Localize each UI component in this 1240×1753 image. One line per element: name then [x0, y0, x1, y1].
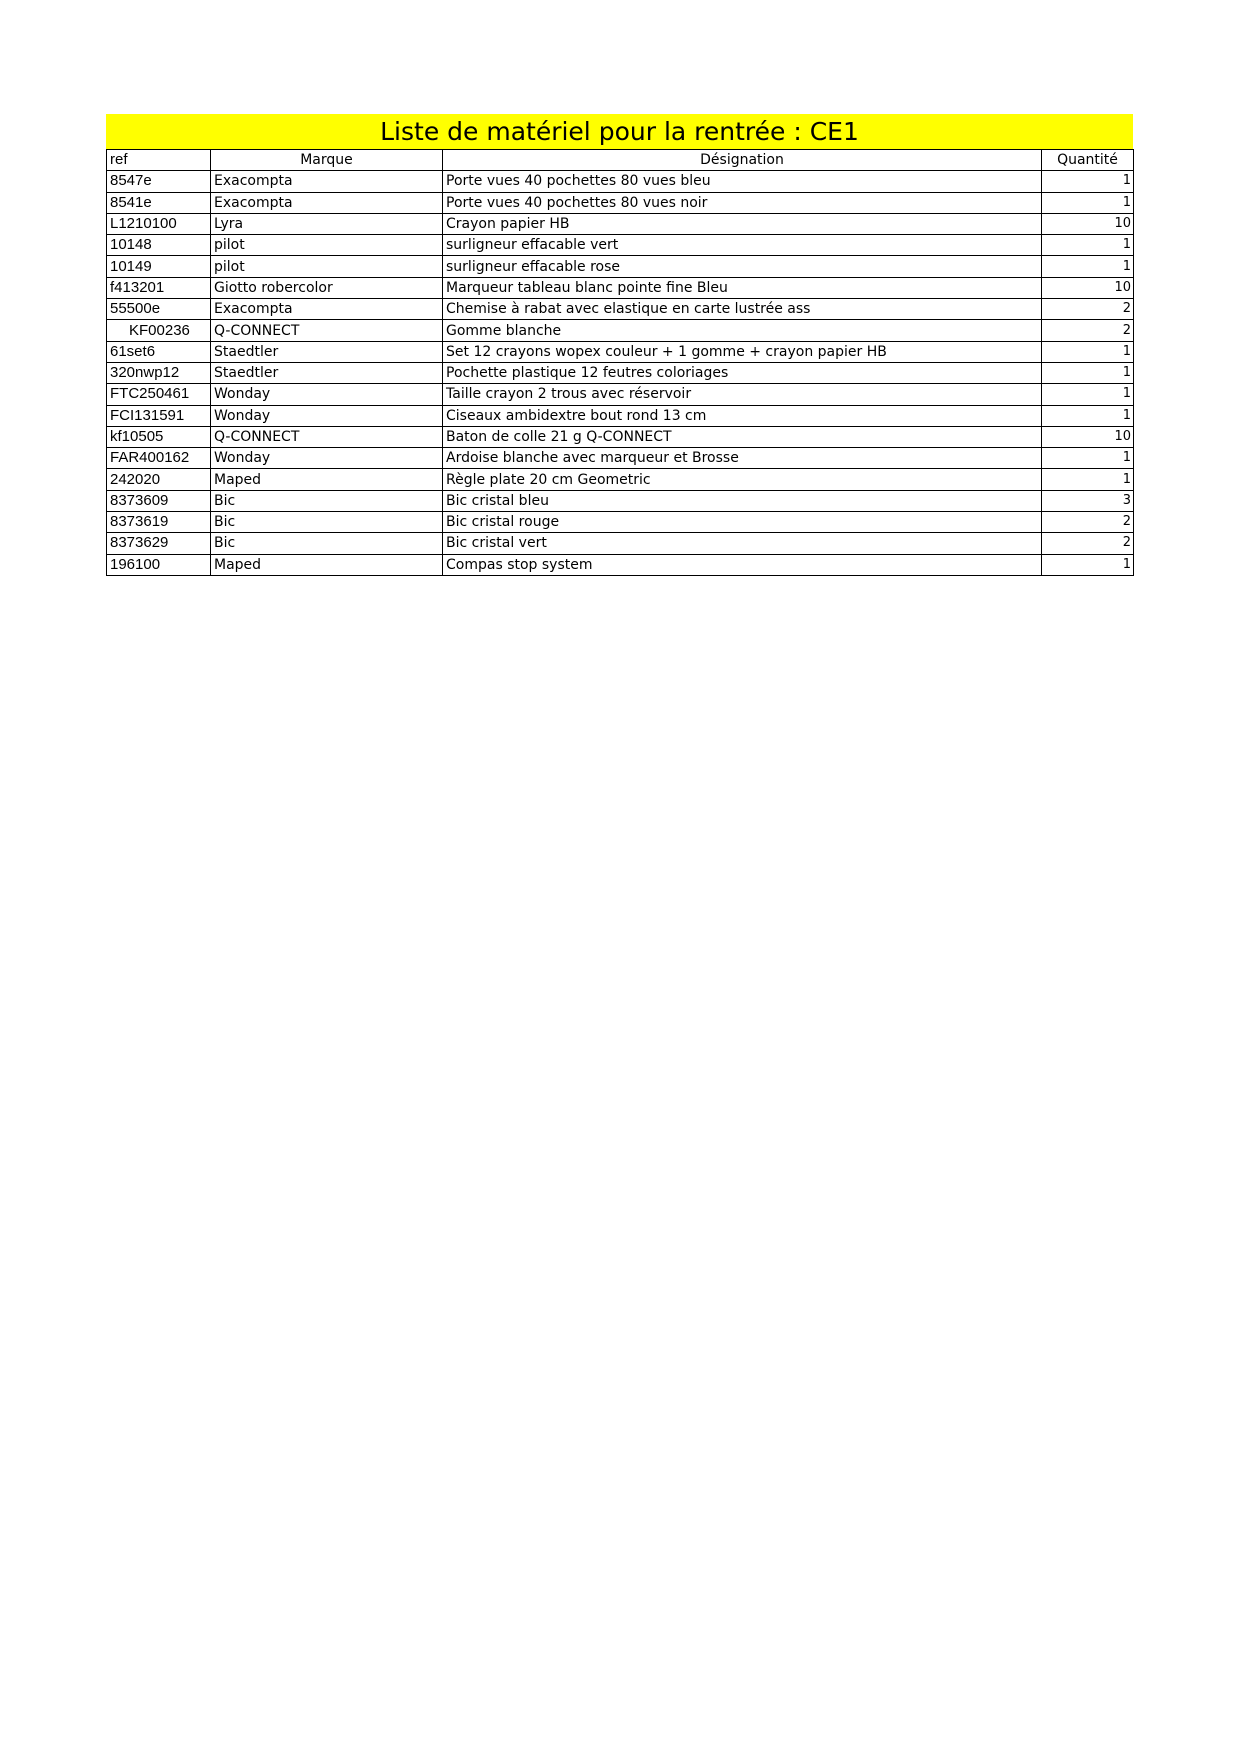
cell-brand: Wonday: [211, 405, 443, 426]
cell-designation: Porte vues 40 pochettes 80 vues noir: [443, 192, 1042, 213]
table-row: [107, 213, 1134, 234]
table-row: [107, 533, 1134, 554]
table-row: [107, 341, 1134, 362]
cell-ref: L1210100: [107, 213, 211, 234]
cell-quantity: 1: [1042, 469, 1134, 490]
table-row: [107, 362, 1134, 383]
cell-brand: Giotto robercolor: [211, 277, 443, 298]
cell-brand: Maped: [211, 554, 443, 575]
table-row: [107, 384, 1134, 405]
cell-quantity: 1: [1042, 405, 1134, 426]
cell-brand: Exacompta: [211, 192, 443, 213]
cell-quantity: 1: [1042, 362, 1134, 383]
cell-ref: 10149: [107, 256, 211, 277]
cell-brand: Staedtler: [211, 362, 443, 383]
cell-quantity: 1: [1042, 341, 1134, 362]
cell-quantity: 2: [1042, 533, 1134, 554]
cell-designation: surligneur effacable rose: [443, 256, 1042, 277]
cell-quantity: 1: [1042, 554, 1134, 575]
column-header-quantity: Quantité: [1042, 150, 1134, 171]
cell-designation: Règle plate 20 cm Geometric: [443, 469, 1042, 490]
table-row: [107, 469, 1134, 490]
cell-ref: FAR400162: [107, 448, 211, 469]
cell-brand: Exacompta: [211, 171, 443, 192]
cell-ref: 55500e: [107, 299, 211, 320]
cell-quantity: 10: [1042, 277, 1134, 298]
cell-brand: Wonday: [211, 384, 443, 405]
cell-designation: Crayon papier HB: [443, 213, 1042, 234]
cell-ref: f413201: [107, 277, 211, 298]
cell-designation: Set 12 crayons wopex couleur + 1 gomme + crayon papier HB: [443, 341, 1042, 362]
table-header-row: [107, 150, 1134, 171]
table-row: [107, 256, 1134, 277]
page-title: Liste de matériel pour la rentrée : CE1: [106, 114, 1133, 149]
cell-designation: Ciseaux ambidextre bout rond 13 cm: [443, 405, 1042, 426]
cell-quantity: 10: [1042, 213, 1134, 234]
cell-brand: Bic: [211, 490, 443, 511]
cell-brand: Bic: [211, 533, 443, 554]
cell-ref: 8373619: [107, 512, 211, 533]
table-row: [107, 299, 1134, 320]
cell-ref: 61set6: [107, 341, 211, 362]
cell-brand: Exacompta: [211, 299, 443, 320]
cell-ref: 8373609: [107, 490, 211, 511]
cell-brand: Q-CONNECT: [211, 426, 443, 447]
cell-ref: 196100: [107, 554, 211, 575]
cell-designation: Porte vues 40 pochettes 80 vues bleu: [443, 171, 1042, 192]
cell-ref: FCI131591: [107, 405, 211, 426]
cell-brand: pilot: [211, 256, 443, 277]
column-header-brand: Marque: [211, 150, 443, 171]
table-row: [107, 448, 1134, 469]
cell-quantity: 1: [1042, 192, 1134, 213]
cell-designation: Bic cristal bleu: [443, 490, 1042, 511]
cell-quantity: 1: [1042, 448, 1134, 469]
cell-designation: Ardoise blanche avec marqueur et Brosse: [443, 448, 1042, 469]
cell-ref: 242020: [107, 469, 211, 490]
cell-ref: FTC250461: [107, 384, 211, 405]
cell-quantity: 1: [1042, 256, 1134, 277]
cell-designation: Compas stop system: [443, 554, 1042, 575]
column-header-designation: Désignation: [443, 150, 1042, 171]
cell-designation: Baton de colle 21 g Q-CONNECT: [443, 426, 1042, 447]
cell-designation: Marqueur tableau blanc pointe fine Bleu: [443, 277, 1042, 298]
cell-brand: Wonday: [211, 448, 443, 469]
cell-designation: Chemise à rabat avec elastique en carte lustrée ass: [443, 299, 1042, 320]
column-header-ref: ref: [107, 150, 211, 171]
cell-designation: Pochette plastique 12 feutres coloriages: [443, 362, 1042, 383]
supply-list-sheet: [106, 114, 1133, 576]
cell-brand: Maped: [211, 469, 443, 490]
cell-quantity: 2: [1042, 320, 1134, 341]
table-row: [107, 192, 1134, 213]
cell-ref: 320nwp12: [107, 362, 211, 383]
cell-designation: Taille crayon 2 trous avec réservoir: [443, 384, 1042, 405]
supply-table: [106, 149, 1134, 576]
cell-designation: surligneur effacable vert: [443, 235, 1042, 256]
cell-quantity: 10: [1042, 426, 1134, 447]
cell-ref: 8373629: [107, 533, 211, 554]
cell-ref: KF00236: [107, 320, 211, 341]
cell-designation: Bic cristal rouge: [443, 512, 1042, 533]
table-row: [107, 426, 1134, 447]
cell-brand: Bic: [211, 512, 443, 533]
cell-ref: kf10505: [107, 426, 211, 447]
table-row: [107, 490, 1134, 511]
cell-quantity: 1: [1042, 235, 1134, 256]
cell-quantity: 1: [1042, 384, 1134, 405]
cell-ref: 10148: [107, 235, 211, 256]
table-row: [107, 277, 1134, 298]
cell-brand: Staedtler: [211, 341, 443, 362]
cell-quantity: 3: [1042, 490, 1134, 511]
table-row: [107, 512, 1134, 533]
cell-brand: Lyra: [211, 213, 443, 234]
cell-quantity: 2: [1042, 512, 1134, 533]
table-row: [107, 171, 1134, 192]
cell-ref: 8541e: [107, 192, 211, 213]
cell-brand: pilot: [211, 235, 443, 256]
cell-quantity: 2: [1042, 299, 1134, 320]
table-row: [107, 320, 1134, 341]
cell-designation: Gomme blanche: [443, 320, 1042, 341]
cell-brand: Q-CONNECT: [211, 320, 443, 341]
cell-quantity: 1: [1042, 171, 1134, 192]
cell-designation: Bic cristal vert: [443, 533, 1042, 554]
table-row: [107, 554, 1134, 575]
cell-ref: 8547e: [107, 171, 211, 192]
table-row: [107, 235, 1134, 256]
table-row: [107, 405, 1134, 426]
